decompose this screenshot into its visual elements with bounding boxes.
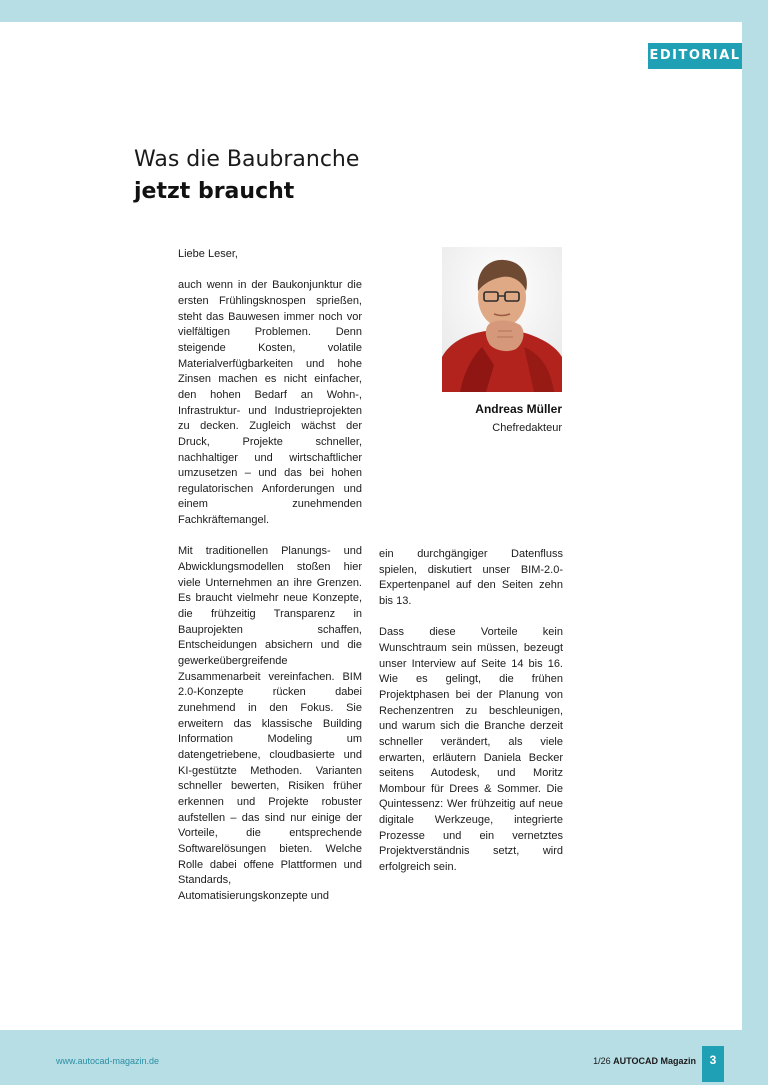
section-tag: EDITORIAL (648, 43, 742, 69)
paragraph: Dass diese Vorteile kein Wunschtraum sein müssen, bezeugt unser Interview auf Seite 14 bis 16. Wie es gelingt, die frühen Projektphasen bei der Planung von Rechenzentren zu beschleunigen, und warum sich die Branche derzeit schneller verändert, als viele erwarten, erläutern Daniela Becker seitens Autodesk, und Moritz Mombour für Drees & Sommer. Die Quintessenz: Wer frühzeitig auf neue digitale Werkzeuge, integrierte Prozesse und ein vernetztes Projektverständnis setzt, wird erfolgreich sein. (379, 626, 563, 874)
paragraph: auch wenn in der Baukonjunktur die ersten Frühlingsknospen sprießen, steht das Bauwesen immer noch vor vielfältigen Problemen. Denn steigende Kosten, volatile Materialverfügbarkeiten und hohe Zinsen machen es nicht einfacher, den hohen Bedarf an Wohn-, Infrastruktur- und Industrieprojekten zu decken. Zugleich wächst der Druck, Projekte schneller, nachhaltiger und wirtschaftlicher umzusetzen – und das bei hohen regulatorischen Anforderungen und einem zunehmenden Fachkräftemangel. (178, 279, 362, 527)
footer-issue-info (520, 1056, 696, 1066)
author-role: Chefredakteur (492, 422, 562, 434)
magazine-name: AUTOCAD Magazin (613, 1056, 696, 1066)
headline-line-1: Was die Baubranche (134, 147, 360, 172)
issue-number: 1/26 (593, 1056, 611, 1066)
salutation: Liebe Leser, (178, 248, 238, 260)
headline-line-2: jetzt braucht (134, 179, 295, 204)
author-portrait-photo (442, 247, 562, 392)
footer-website-link[interactable]: www.autocad-magazin.de (56, 1056, 160, 1066)
text-column-right (379, 547, 563, 876)
page-number: 3 (702, 1046, 724, 1082)
text-column-left (178, 247, 362, 905)
paragraph: ein durchgängiger Datenfluss spielen, diskutiert unser BIM-2.0-Expertenpanel auf den Seiten zehn bis 13. (379, 548, 563, 607)
article-headline (134, 144, 554, 208)
author-name: Andreas Müller (475, 402, 562, 416)
paragraph: Mit traditionellen Planungs- und Abwicklungsmodellen stoßen hier viele Unternehmen an ihre Grenzen. Es braucht vielmehr neue Konzepte, die frühzeitig Transparenz in Bauprojekten schaffen, Entscheidungen absichern und die gewerkeübergreifende Zusammenarbeit vereinfachen. BIM 2.0-Konzepte rücken dabei zunehmend in den Fokus. Sie erweitern das klassische Building Information Modeling um datengetriebene, cloudbasierte und KI-gestützte Methoden. Varianten schneller bewerten, Risiken früher erkennen und Projekte robuster aufstellen – das sind nur einige der Vorteile, die entsprechende Softwarelösungen bieten. Welche Rolle dabei offene Plattformen und Standards, Automatisierungskonzepte und (178, 545, 362, 902)
